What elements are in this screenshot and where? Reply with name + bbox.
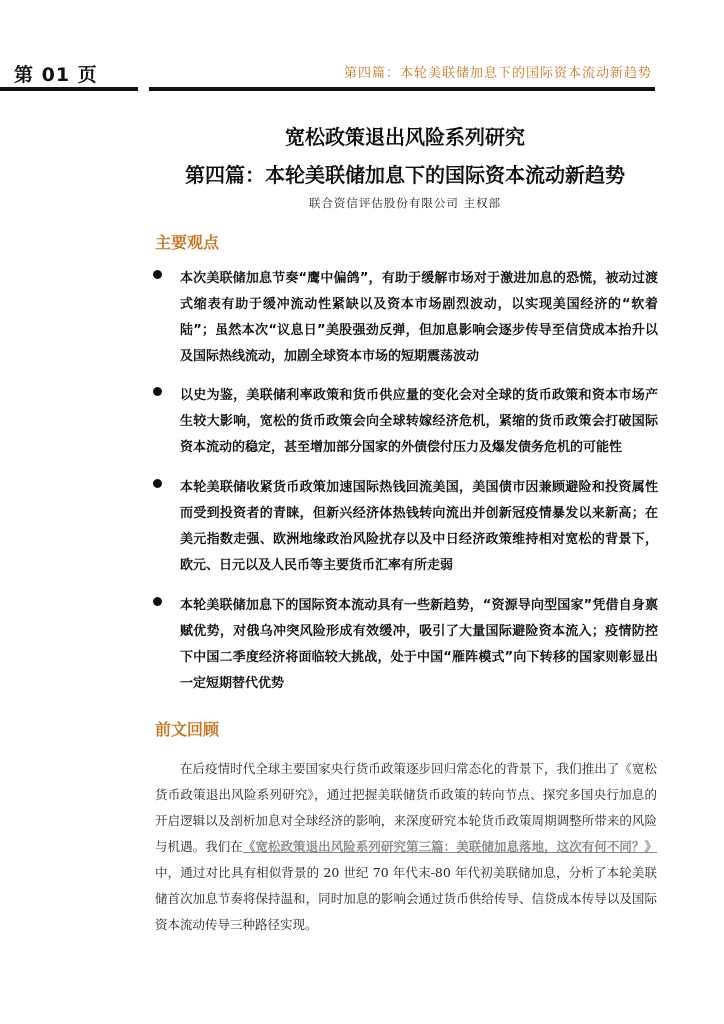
header-rule-right bbox=[149, 87, 655, 91]
key-point-text: 本次美联储加息节奏“鹰中偏鸽”，有助于缓解市场对于激进加息的恐慌，被动过渡式缩表有助于缓冲流动性紧缺以及资本市场剧烈波动，以实现美国经济的“软着陆”；虽然本次“议息日”美股强劲反弹，但加息影响会逐步传导至信贷成本抬升以及国际热线流动，加剧全球资本市场的短期震荡波动 bbox=[180, 271, 658, 364]
key-point-item bbox=[153, 593, 658, 697]
key-point-item bbox=[153, 475, 658, 579]
key-points-heading: 主要观点 bbox=[155, 233, 220, 252]
preface-paragraph bbox=[155, 756, 657, 938]
key-point-text: 以史为鉴，美联储利率政策和货币供应量的变化会对全球的货币政策和资本市场产生较大影响，宽松的货币政策会向全球转嫁经济危机，紧缩的货币政策会打破国际资本流动的稳定，甚至增加部分国家的外债偿付压力及爆发债务危机的可能性 bbox=[180, 388, 658, 455]
running-header-title: 第四篇：本轮美联储加息下的国际资本流动新趋势 bbox=[343, 66, 652, 81]
previous-article-link[interactable]: 《宽松政策退出风险系列研究第三篇：美联储加息落地，这次有何不同？》 bbox=[242, 839, 657, 854]
bullet-dot bbox=[153, 270, 162, 279]
header-rule-left bbox=[0, 87, 138, 91]
author-line: 联合资信评估股份有限公司 主权部 bbox=[308, 196, 502, 210]
key-point-text: 本轮美联储收紧货币政策加速国际热钱回流美国，美国债市因兼顾避险和投资属性而受到投资者的青睐，但新兴经济体热钱转向流出并创新冠疫情暴发以来新高；在美元指数走强、欧洲地缘政治风险扰存以及中日经济政策维持相对宽松的背景下，欧元、日元以及人民币等主要货币汇率有所走弱 bbox=[180, 480, 658, 573]
bullet-dot bbox=[153, 479, 162, 488]
preface-text-after: 中，通过对比具有相似背景的 20 世纪 70 年代末-80 年代初美联储加息，分析了本轮美联储首次加息节奏将保持温和，同时加息的影响会通过货币供给传导、信贷成本传导以及国际资本流动传导三种路径实现。 bbox=[155, 865, 657, 932]
document-title: 第四篇：本轮美联储加息下的国际资本流动新趋势 bbox=[185, 163, 625, 187]
preface-text-before: 在后疫情时代全球主要国家央行货币政策逐步回归常态化的背景下，我们推出了《宽松货币政策退出风险系列研究》，通过把握美联储货币政策的转向节点、探究多国央行加息的开启逻辑以及剖析加息对全球经济的影响，来深度研究本轮货币政策周期调整所带来的风险与机遇。我们在 bbox=[155, 761, 657, 854]
series-title: 宽松政策退出风险系列研究 bbox=[285, 125, 525, 149]
preface-heading: 前文回顾 bbox=[155, 720, 220, 739]
bullet-dot bbox=[153, 597, 162, 606]
key-point-text: 本轮美联储加息下的国际资本流动具有一些新趋势，“资源导向型国家”凭借自身禀赋优势，对俄乌冲突风险形成有效缓冲，吸引了大量国际避险资本流入；疫情防控下中国二季度经济将面临较大挑战，处于中国“雁阵模式”向下转移的国家则彰显出一定短期替代优势 bbox=[180, 598, 658, 691]
key-point-item bbox=[153, 266, 658, 370]
key-point-item bbox=[153, 383, 658, 461]
page-number: 第 01 页 bbox=[14, 64, 98, 86]
bullet-dot bbox=[153, 387, 162, 396]
